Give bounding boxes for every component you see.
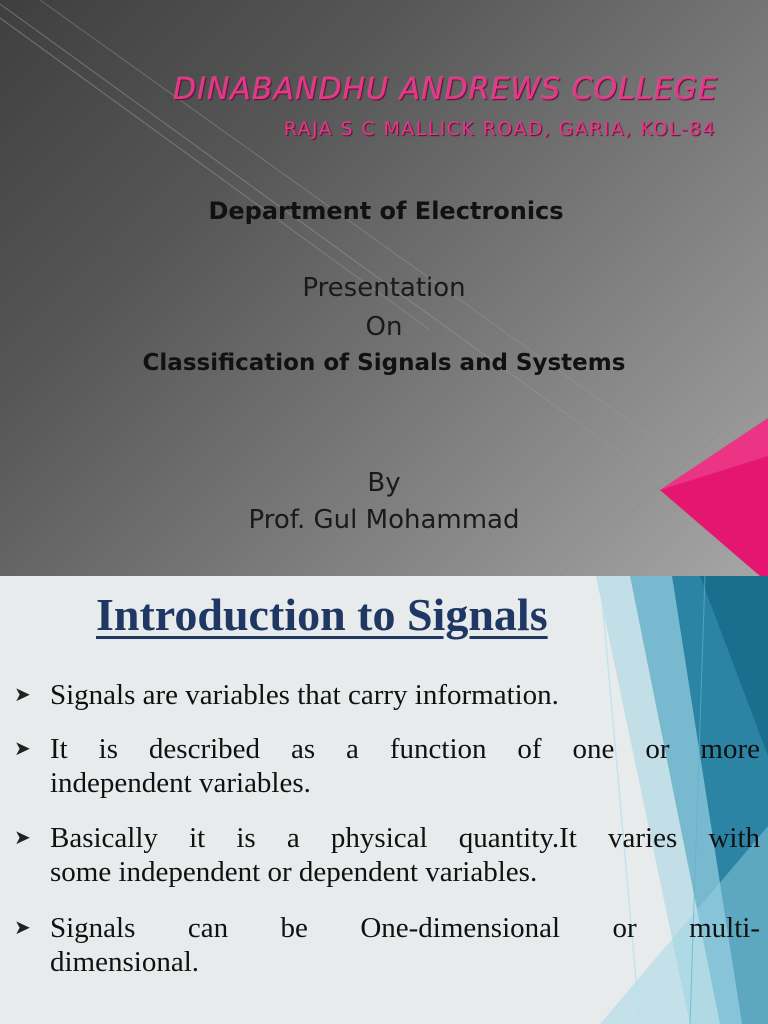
department-heading xyxy=(0,197,768,225)
arrow-bullet-icon: ➤ xyxy=(14,738,31,760)
arrow-bullet-icon: ➤ xyxy=(14,827,31,849)
bullet-line: Basically it is a physical quantity.It varies with xyxy=(50,822,760,854)
content-slide xyxy=(0,576,768,1024)
arrow-bullet-icon: ➤ xyxy=(14,917,31,939)
department-text: Department of Electronics xyxy=(208,197,564,225)
college-name: DINABANDHU ANDREWS COLLEGE xyxy=(173,72,718,107)
bullet-text xyxy=(50,911,760,979)
bullet-line: dimensional. xyxy=(50,946,200,978)
arrow-bullet-icon: ➤ xyxy=(14,684,31,706)
bullet-line: independent variables. xyxy=(50,767,311,799)
bullet-text xyxy=(50,821,760,889)
bullet-text xyxy=(50,678,760,712)
bullet-line: Signals can be One-dimensional or multi- xyxy=(50,912,760,944)
presentation-topic: Classification of Signals and Systems xyxy=(142,350,626,376)
by-label: By xyxy=(367,468,401,498)
bullet-line: Signals are variables that carry information. xyxy=(50,679,559,711)
on-label: On xyxy=(365,312,403,342)
slide-title: Introduction to Signals xyxy=(96,589,548,640)
bullet-line: It is described as a function of one or more xyxy=(50,733,760,765)
presentation-label: Presentation xyxy=(302,273,466,303)
college-address: RAJA S C MALLICK ROAD, GARIA, KOL-84 xyxy=(283,118,716,140)
author-name: Prof. Gul Mohammad xyxy=(248,505,520,535)
bullet-text xyxy=(50,732,760,800)
bullet-line: some independent or dependent variables. xyxy=(50,856,538,888)
